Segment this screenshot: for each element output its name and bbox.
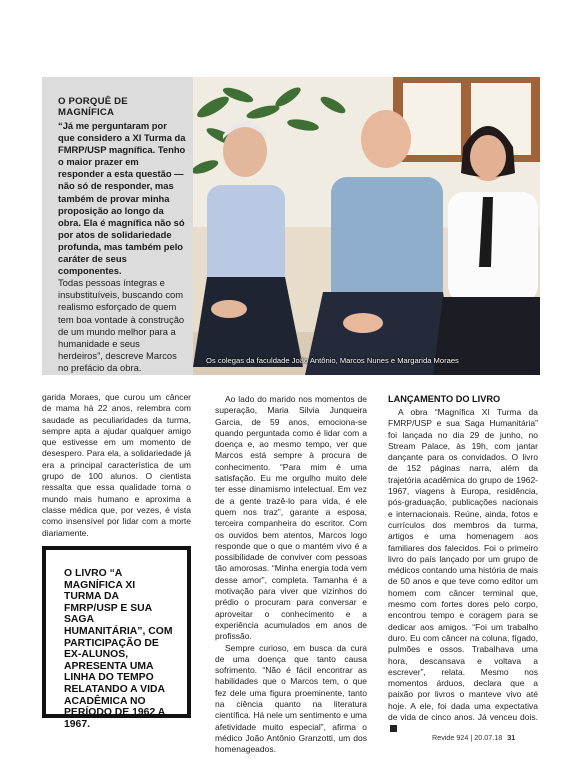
footer-magazine: Revide 924 bbox=[432, 733, 469, 742]
end-of-article-icon bbox=[390, 725, 397, 732]
group-photo bbox=[193, 77, 540, 375]
page-footer bbox=[432, 733, 515, 742]
photo-caption: Os colegas da faculdade João Antônio, Marcos Nunes e Margarida Moraes bbox=[206, 356, 459, 365]
page-number: 31 bbox=[507, 733, 516, 742]
pull-quote-text: O LIVRO “A MAGNÍFICA XI TURMA DA FMRP/USP E SUA SAGA HUMANITÁRIA”, COM PARTICIPAÇÃO DE EX-ALUNOS, APRESENTA UMA LINHA DO TEMPO RELATANDO A VIDA ACADÊMICA NO PERÍODO DE 1962 A 1967. bbox=[64, 568, 173, 730]
sidebar-body: Todas pessoas íntegras e insubstituíveis, buscando com realismo esforçado de quem tem boa vontade à construção de um mundo melhor para a humanidade e seus herdeiros”, descreve Marcos no prefácio da obra. bbox=[58, 277, 185, 373]
group-photo-image bbox=[193, 77, 540, 375]
column1-paragraph-1: garida Moraes, que curou um câncer de mama há 22 anos, relembra com saudade as peculiaridades da turma, sempre apta a ajudar qualquer amigo que estivesse em um momento de desespero. Para ela, a solidariedade já era a principal característica de um grupo de 100 alunos. O cientista ressalta que essa qualidade torna o mundo mais humano e aproxima a classe médica que, por vezes, é vista como insensível por lidar com a morte diariamente. bbox=[42, 392, 191, 538]
column3-paragraph-1-text: A obra “Magnífica XI Turma da FMRP/USP e sua Saga Humanitária” foi lançada no dia 29 de junho, no Stream Palace, às 19h, com jantar dançante para os convidados. O livro de 152 páginas narra, além da trajetória acadêmica do grupo de 1962-1967, viagens à Europa, residência, pós-graduação, publicações nacionais e internacionais. Reúne, ainda, fotos e currículos dos membros da turma, artigos e uma homenagem aos familiares dos falecidos. Foi o primeiro livro do país lançado por um grupo de médicos contando uma história de mais de 50 anos e que teve como editor um homem com câncer terminal que, mesmo com fortes dores pelo corpo, encontrou tempo e coragem para se dedicar aos amigos. “Foi um trabalho duro. Eu com câncer na coluna, fígado, pulmões e ossos. Trabalhava uma hora, descansava e voltava a escrever”, relata. Mesmo nos momentos árduos, declara que a paixão por livros o manteve vivo até hoje. A ele, foi dada uma expectativa de vida de cinco anos. Já venceu dois. bbox=[388, 407, 538, 723]
pull-quote-box bbox=[42, 546, 191, 730]
section-heading-book-launch: LANÇAMENTO DO LIVRO bbox=[388, 394, 501, 404]
column2-paragraph-1: Ao lado do marido nos momentos de superação, Maria Silvia Junqueira Garcia, de 59 anos, emociona-se quando perguntada como é lidar com a doença e, ao mesmo tempo, ver que Marcos está sempre à procura de conhecimento. “Para mim é uma satisfação. Eu me orgulho muito dele ter esse dinamismo intelectual. Em vez de a gente trazê-lo para vida, é ele quem nos traz”, garante a esposa, terceira companheira do escritor. Com os ouvidos bem atentos, Marcos logo responde que o que o mantém vivo é a possibilidade de conviver com pessoas tão amorosas. “Minha energia toda vem desse amor”, completa. Tamanha é a motivação para viver que vizinhos do prédio o procuram para conversar e aproveitar o conhecimento e a experiência acumulados em anos de profissão. bbox=[215, 394, 367, 642]
column3-paragraph-1 bbox=[388, 407, 538, 735]
column2-paragraph-2: Sempre curioso, em busca da cura de uma doença que tanto causa sofrimento. “Não é fácil encontrar as habilidades que o Marcos tem, o que fez dele uma figura proeminente, tanto na ciência quanto na literatura científica. Há nele um sentimento e uma afetividade muito especial”, afirma o médico João Antônio Granzotti, um dos homenageados. bbox=[215, 642, 367, 755]
article-column-2 bbox=[215, 394, 367, 756]
footer-separator: | bbox=[470, 733, 475, 742]
footer-date: 20.07.18 bbox=[474, 733, 503, 742]
sidebar-box bbox=[58, 96, 186, 374]
article-column-3 bbox=[388, 394, 538, 735]
sidebar-lead bbox=[58, 120, 186, 277]
article-column-1 bbox=[42, 392, 191, 539]
sidebar-heading: O PORQUÊ DE MAGNÍFICA bbox=[58, 96, 128, 118]
sidebar-lead-text: “Já me perguntaram por que considero a XI Turma da FMRP/USP magnífica. Tenho o maior prazer em responder a esta questão — não só de responder, mas também de provar minha proposição ao longo da obra. Ela é magnífica não só por atos de solidariedade profunda, mas também pelo caráter de seus componentes. bbox=[58, 120, 186, 277]
